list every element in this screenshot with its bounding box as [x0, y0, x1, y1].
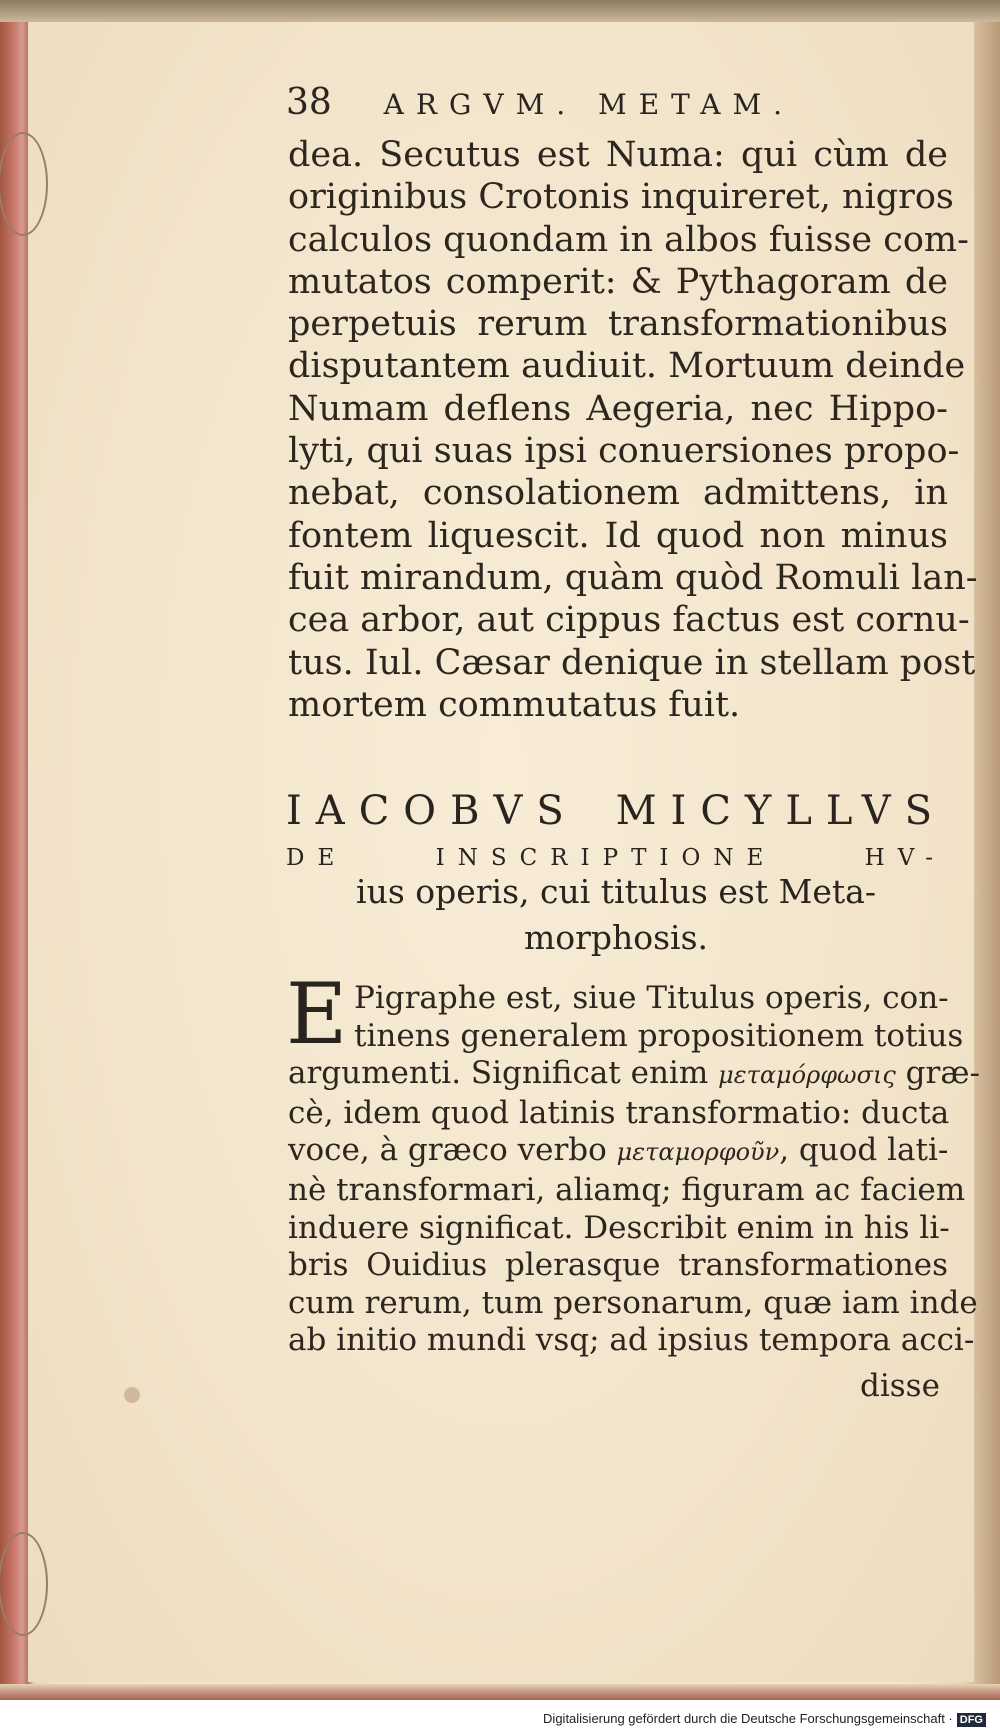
digitization-credit [543, 1711, 986, 1727]
text-line: tinens generalem propositionem totius [354, 1017, 964, 1054]
text-line: cum rerum, tum personarum, quæ iam inde [288, 1284, 978, 1321]
paragraph-numa [288, 134, 978, 726]
drop-cap: E [286, 965, 348, 1063]
text-line: ab initio mundi vsq; ad ipsius tempora acci- [288, 1322, 975, 1359]
section-heading-subtitle: DE INSCRIPTIONE HV- [286, 845, 946, 871]
text-line: originibus Crotonis inquireret, nigros [288, 177, 954, 218]
text-line: nebat, consolationem admittens, in [288, 473, 948, 514]
section-heading-line4: morphosis. [523, 918, 709, 957]
text-line: induere significat. Describit enim in his li- [288, 1209, 950, 1246]
text-line: cea arbor, aut cippus factus est cornu- [288, 600, 970, 641]
paragraph-epigraphe [288, 980, 980, 1360]
section-heading-author: IACOBVS MICYLLVS [286, 788, 946, 834]
text-line: fuit mirandum, quàm quòd Romuli lan- [288, 557, 978, 598]
text-line: bris Ouidius plerasque transformationes [288, 1247, 948, 1284]
catchword: disse [860, 1368, 940, 1404]
text-line: nè transformari, aliamq; figuram ac faciem [288, 1171, 966, 1208]
credit-text: Digitalisierung gefördert durch die Deutsche Forschungsgemeinschaft · [543, 1711, 953, 1726]
text-line: perpetuis rerum transformationibus [288, 304, 948, 345]
text-line: Numam deflens Aegeria, nec Hippo- [288, 388, 948, 429]
text-fragment: , quod lati- [779, 1132, 949, 1169]
binding-ring-bottom [0, 1532, 48, 1636]
greek-word: μεταμόρφωσις [718, 1061, 896, 1090]
greek-word: μεταμορφοῦν [616, 1138, 780, 1167]
running-header [286, 82, 794, 123]
dfg-logo: DFG [957, 1713, 986, 1727]
text-line: lyti, qui suas ipsi conuersiones propo- [288, 431, 960, 472]
section-heading-line3: ius operis, cui titulus est Meta- [356, 872, 876, 911]
text-fragment: voce, à græco verbo [288, 1132, 617, 1169]
text-line: calculos quondam in albos fuisse com- [288, 219, 969, 260]
text-line-last: mortem commutatus fuit. [288, 684, 741, 725]
text-line [288, 1055, 980, 1095]
text-line: mutatos comperit: & Pythagoram de [288, 261, 948, 302]
text-line: cè, idem quod latinis transformatio: ducta [288, 1094, 950, 1131]
text-line: dea. Secutus est Numa: qui cùm de [288, 135, 948, 175]
text-fragment: græ- [895, 1055, 980, 1092]
text-line: disputantem audiuit. Mortuum deinde [288, 346, 966, 387]
text-line: Pigraphe est, siue Titulus operis, con- [354, 980, 949, 1016]
binding-ring-top [0, 132, 48, 236]
page-number: 38 [286, 82, 332, 123]
running-title: ARGVM. METAM. [383, 88, 795, 121]
text-line: tus. Iul. Cæsar denique in stellam post [288, 642, 976, 683]
ink-spot [124, 1387, 140, 1403]
text-fragment: argumenti. Significat enim [288, 1055, 719, 1092]
text-line [288, 1132, 948, 1172]
text-line: fontem liquescit. Id quod non minus [288, 515, 948, 556]
